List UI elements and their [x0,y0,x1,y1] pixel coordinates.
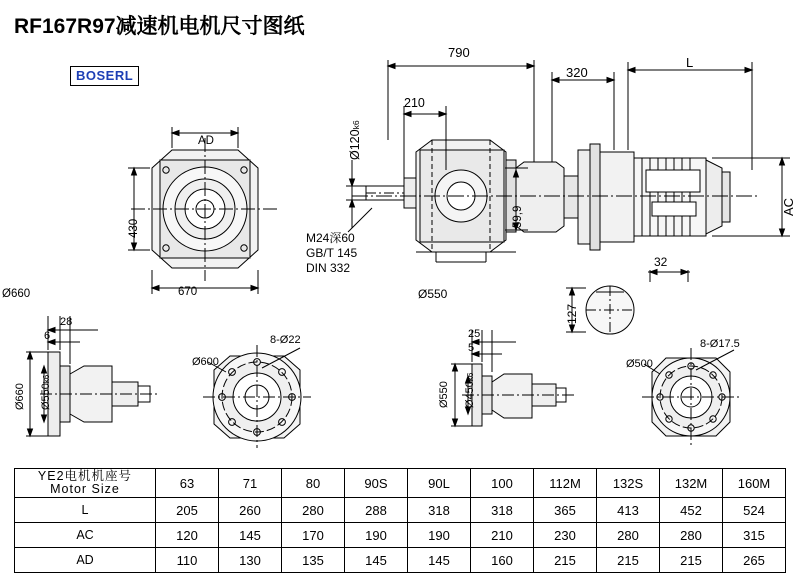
note-gbt: GB/T 145 [306,246,358,260]
table-cell: 230 [534,523,597,548]
dim-d120 [346,160,366,228]
table-column-header: 132S [597,469,660,498]
label-d120k6: Ø120k6 [348,120,362,160]
table-cell: 280 [282,498,345,523]
table-cell: 452 [660,498,723,523]
table-header-row [15,469,786,498]
table-cell: 205 [156,498,219,523]
table-cell: 413 [597,498,660,523]
dim-L [628,62,752,170]
table-cell: 145 [408,548,471,573]
label-holes-175: 8-Ø17.5 [700,338,740,350]
table-row [15,523,786,548]
table-cell: 215 [534,548,597,573]
label-L: L [686,55,694,70]
label-AC: AC [781,197,796,216]
brand-logo: BOSERL [70,66,139,86]
label-d600: Ø600 [192,356,219,368]
label-59-9: 59,9 [512,205,524,228]
table-cell: 190 [408,523,471,548]
table-cell: 120 [156,523,219,548]
table-row [15,548,786,573]
flange-front-view-right [642,348,742,446]
label-d550k6-left: Ø550k6 [40,374,52,410]
label-32: 32 [654,255,668,269]
label-d500: Ø500 [626,358,653,370]
label-d550-right: Ø550 [438,381,450,408]
main-side-view [352,140,760,262]
table-row [15,498,786,523]
label-670: 670 [178,286,198,298]
table-cell: 288 [345,498,408,523]
table-cell: 365 [534,498,597,523]
table-cell: 210 [471,523,534,548]
table-header-cell [15,469,156,498]
label-holes-22: 8-Ø22 [270,334,301,346]
table-cell: 190 [345,523,408,548]
table-cell: 260 [219,498,282,523]
label-d550-main: Ø550 [418,287,448,301]
table-cell: 318 [408,498,471,523]
table-cell: 135 [282,548,345,573]
label-d660-main: Ø660 [2,288,31,300]
table-cell: 524 [723,498,786,523]
label-127: 127 [565,303,579,324]
label-320: 320 [566,65,588,80]
row-label: AC [15,523,156,548]
table-header-line1: YE2电机机座号 [37,469,133,483]
row-label: L [15,498,156,523]
table-column-header: 160M [723,469,786,498]
table-column-header: 132M [660,469,723,498]
table-cell: 318 [471,498,534,523]
note-m24: M24深60 [306,231,355,245]
label-5: 5 [468,342,475,354]
flange-front-view-left [203,345,311,448]
table-cell: 315 [723,523,786,548]
label-6: 6 [44,330,51,342]
table-cell: 265 [723,548,786,573]
note-din: DIN 332 [306,261,351,275]
table-column-header: 90S [345,469,408,498]
table-cell: 215 [660,548,723,573]
table-cell: 280 [597,523,660,548]
label-790: 790 [448,45,470,60]
row-label: AD [15,548,156,573]
label-AD: AD [198,135,214,147]
table-column-header: 80 [282,469,345,498]
table-column-header: 112M [534,469,597,498]
label-d660-left: Ø660 [14,383,26,410]
label-430: 430 [128,218,140,238]
label-25: 25 [468,328,481,340]
table-cell: 170 [282,523,345,548]
table-cell: 145 [219,523,282,548]
table-column-header: 71 [219,469,282,498]
table-column-header: 63 [156,469,219,498]
key-detail-view [566,270,690,335]
table-cell: 145 [345,548,408,573]
page-title: RF167R97减速机电机尺寸图纸 [14,15,305,38]
table-column-header: 90L [408,469,471,498]
motor-size-table [14,468,786,573]
label-28: 28 [60,316,73,328]
table-cell: 215 [597,548,660,573]
label-210: 210 [404,96,425,110]
table-header-line2: Motor Size [50,482,120,497]
table-cell: 280 [660,523,723,548]
left-front-view [128,127,279,294]
table-cell: 110 [156,548,219,573]
table-cell: 160 [471,548,534,573]
label-d450k6: Ø450k6 [464,372,476,408]
table-cell: 130 [219,548,282,573]
table-column-header: 100 [471,469,534,498]
dim-320 [552,72,614,162]
